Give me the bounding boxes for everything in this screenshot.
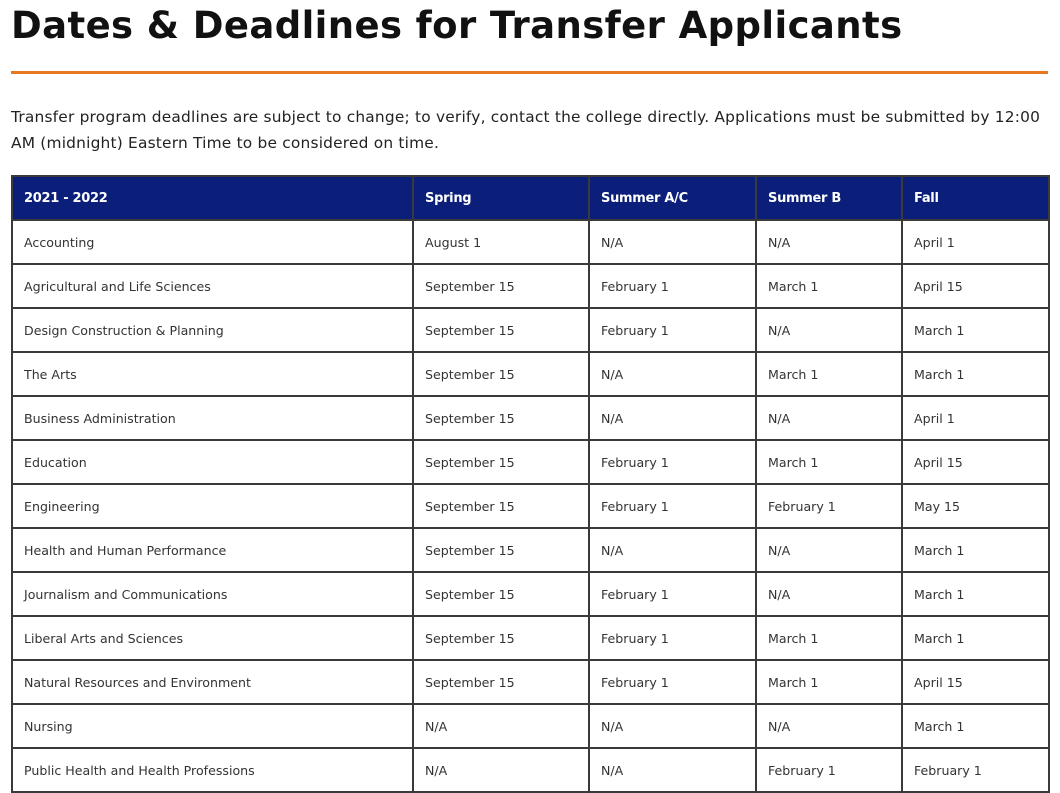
- table-row: [12, 440, 1049, 484]
- deadlines-table: [11, 175, 1050, 793]
- summer-ac-cell: February 1: [589, 616, 756, 660]
- fall-cell: April 1: [902, 220, 1049, 264]
- header-year: 2021 - 2022: [12, 176, 413, 220]
- page-title: Dates & Deadlines for Transfer Applicants: [11, 4, 903, 47]
- college-cell: Design Construction & Planning: [12, 308, 413, 352]
- table-row: [12, 396, 1049, 440]
- spring-cell: September 15: [413, 484, 589, 528]
- summer-ac-cell: February 1: [589, 660, 756, 704]
- spring-cell: September 15: [413, 616, 589, 660]
- summer-b-cell: N/A: [756, 704, 902, 748]
- spring-cell: September 15: [413, 396, 589, 440]
- spring-cell: September 15: [413, 264, 589, 308]
- summer-ac-cell: February 1: [589, 440, 756, 484]
- summer-ac-cell: N/A: [589, 748, 756, 792]
- summer-ac-cell: N/A: [589, 220, 756, 264]
- college-cell: Engineering: [12, 484, 413, 528]
- college-cell: Health and Human Performance: [12, 528, 413, 572]
- table-row: [12, 220, 1049, 264]
- fall-cell: April 15: [902, 660, 1049, 704]
- spring-cell: September 15: [413, 660, 589, 704]
- fall-cell: March 1: [902, 308, 1049, 352]
- header-spring: Spring: [413, 176, 589, 220]
- college-cell: Education: [12, 440, 413, 484]
- title-divider: [11, 71, 1048, 74]
- table-row: [12, 264, 1049, 308]
- college-cell: Liberal Arts and Sciences: [12, 616, 413, 660]
- spring-cell: N/A: [413, 704, 589, 748]
- table-row: [12, 352, 1049, 396]
- summer-ac-cell: February 1: [589, 484, 756, 528]
- college-cell: Nursing: [12, 704, 413, 748]
- intro-paragraph: Transfer program deadlines are subject to change; to verify, contact the college directly. Applications must be submitted by 12:00 AM (midnight) Eastern Time to be considered on time.: [11, 108, 1041, 152]
- summer-ac-cell: N/A: [589, 396, 756, 440]
- summer-ac-cell: February 1: [589, 572, 756, 616]
- summer-b-cell: March 1: [756, 660, 902, 704]
- spring-cell: N/A: [413, 748, 589, 792]
- table-row: [12, 572, 1049, 616]
- summer-b-cell: March 1: [756, 264, 902, 308]
- summer-b-cell: March 1: [756, 616, 902, 660]
- table-row: [12, 484, 1049, 528]
- header-fall: Fall: [902, 176, 1049, 220]
- table-header-row: [12, 176, 1049, 220]
- summer-ac-cell: N/A: [589, 704, 756, 748]
- summer-b-cell: March 1: [756, 440, 902, 484]
- spring-cell: September 15: [413, 352, 589, 396]
- table-row: [12, 308, 1049, 352]
- fall-cell: April 15: [902, 264, 1049, 308]
- fall-cell: February 1: [902, 748, 1049, 792]
- summer-b-cell: N/A: [756, 396, 902, 440]
- table-row: [12, 616, 1049, 660]
- college-cell: Business Administration: [12, 396, 413, 440]
- spring-cell: September 15: [413, 440, 589, 484]
- college-cell: Journalism and Communications: [12, 572, 413, 616]
- fall-cell: March 1: [902, 704, 1049, 748]
- summer-b-cell: February 1: [756, 484, 902, 528]
- summer-b-cell: N/A: [756, 572, 902, 616]
- college-cell: Natural Resources and Environment: [12, 660, 413, 704]
- header-summer-b: Summer B: [756, 176, 902, 220]
- header-summer-ac: Summer A/C: [589, 176, 756, 220]
- spring-cell: September 15: [413, 308, 589, 352]
- summer-b-cell: February 1: [756, 748, 902, 792]
- fall-cell: May 15: [902, 484, 1049, 528]
- spring-cell: August 1: [413, 220, 589, 264]
- table-row: [12, 660, 1049, 704]
- table-row: [12, 528, 1049, 572]
- fall-cell: March 1: [902, 528, 1049, 572]
- summer-ac-cell: N/A: [589, 352, 756, 396]
- summer-b-cell: March 1: [756, 352, 902, 396]
- summer-ac-cell: N/A: [589, 528, 756, 572]
- table-row: [12, 748, 1049, 792]
- spring-cell: September 15: [413, 528, 589, 572]
- fall-cell: March 1: [902, 616, 1049, 660]
- summer-ac-cell: February 1: [589, 264, 756, 308]
- fall-cell: April 1: [902, 396, 1049, 440]
- summer-b-cell: N/A: [756, 528, 902, 572]
- fall-cell: April 15: [902, 440, 1049, 484]
- college-cell: The Arts: [12, 352, 413, 396]
- summer-b-cell: N/A: [756, 220, 902, 264]
- summer-ac-cell: February 1: [589, 308, 756, 352]
- college-cell: Accounting: [12, 220, 413, 264]
- fall-cell: March 1: [902, 352, 1049, 396]
- college-cell: Public Health and Health Professions: [12, 748, 413, 792]
- spring-cell: September 15: [413, 572, 589, 616]
- summer-b-cell: N/A: [756, 308, 902, 352]
- college-cell: Agricultural and Life Sciences: [12, 264, 413, 308]
- table-row: [12, 704, 1049, 748]
- fall-cell: March 1: [902, 572, 1049, 616]
